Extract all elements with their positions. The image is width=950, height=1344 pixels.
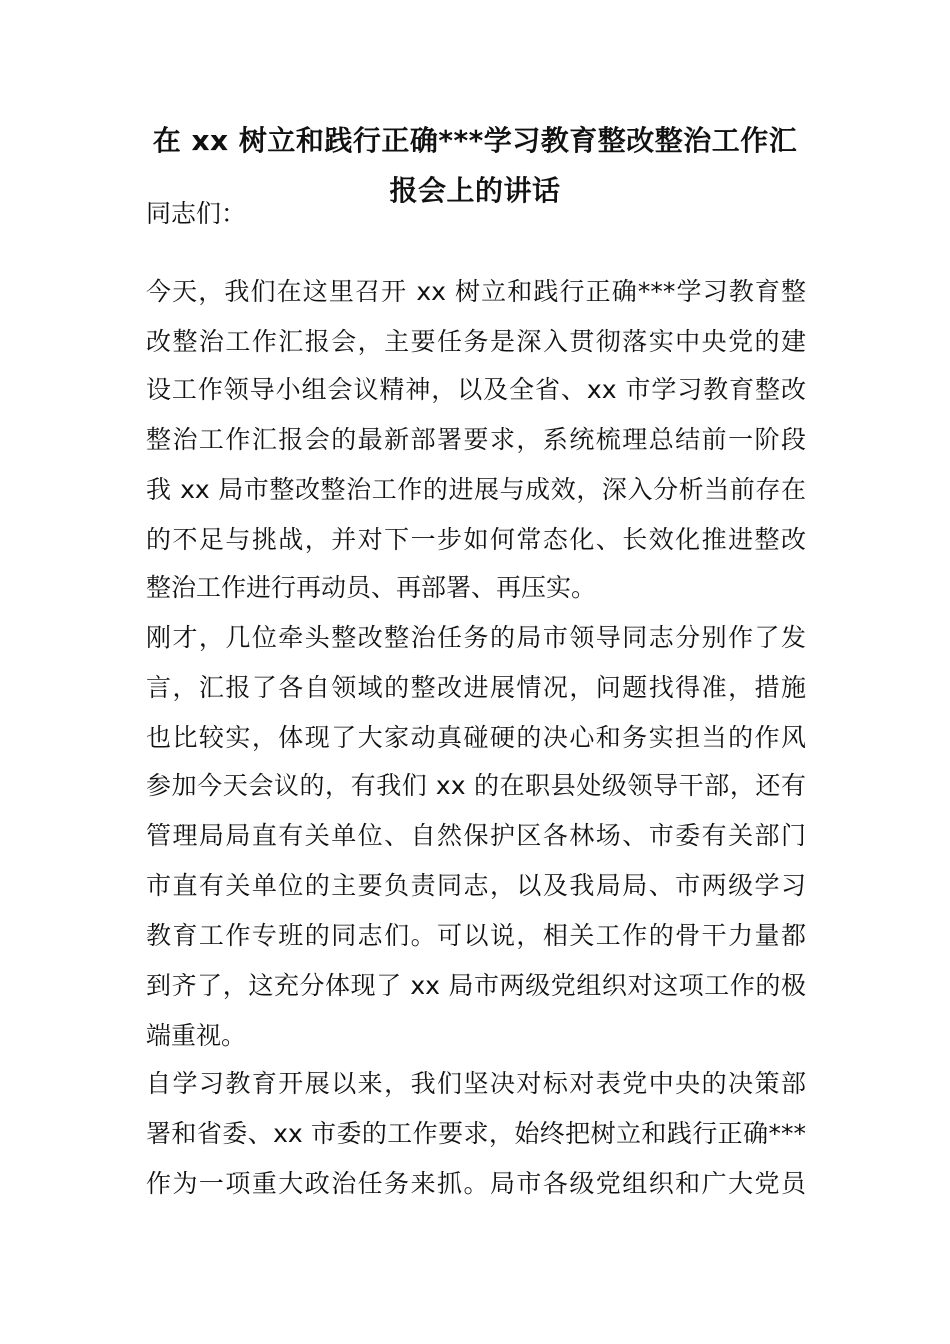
- paragraph-1-line: 今天，我们在这里召开 xx 树立和践行正确***学习教育整: [146, 277, 806, 306]
- paragraph-1-line: 的不足与挑战，并对下一步如何常态化、长效化推进整改: [146, 525, 806, 554]
- paragraph-1-line: 整治工作进行再动员、再部署、再压实。: [146, 573, 597, 602]
- salutation: 同志们：: [146, 199, 247, 228]
- paragraph-2-line: 管理局局直有关单位、自然保护区各林场、市委有关部门: [146, 821, 806, 850]
- paragraph-2-line: 刚才，几位牵头整改整治任务的局市领导同志分别作了发: [146, 623, 806, 652]
- paragraph-2-line: 端重视。: [146, 1021, 247, 1050]
- paragraph-1-line: 设工作领导小组会议精神，以及全省、xx 市学习教育整改: [146, 375, 806, 404]
- paragraph-2-line: 参加今天会议的，有我们 xx 的在职县处级领导干部，还有: [146, 771, 806, 800]
- paragraph-3-line: 署和省委、xx 市委的工作要求，始终把树立和践行正确***: [146, 1119, 806, 1148]
- paragraph-2-line: 言，汇报了各自领域的整改进展情况，问题找得准，措施: [146, 673, 806, 702]
- paragraph-3-line: 自学习教育开展以来，我们坚决对标对表党中央的决策部: [146, 1069, 806, 1098]
- paragraph-2-line: 到齐了，这充分体现了 xx 局市两级党组织对这项工作的极: [146, 971, 806, 1000]
- paragraph-1-line: 整治工作汇报会的最新部署要求，系统梳理总结前一阶段: [146, 425, 806, 454]
- paragraph-2-line: 也比较实，体现了大家动真碰硬的决心和务实担当的作风: [146, 723, 806, 752]
- document-title-line-1: 在 xx 树立和践行正确***学习教育整改整治工作汇: [152, 124, 798, 157]
- paragraph-2-line: 市直有关单位的主要负责同志，以及我局局、市两级学习: [146, 871, 806, 900]
- paragraph-1-line: 改整治工作汇报会，主要任务是深入贯彻落实中央党的建: [146, 327, 806, 356]
- paragraph-1-line: 我 xx 局市整改整治工作的进展与成效，深入分析当前存在: [146, 475, 806, 504]
- document-title-line-2: 报会上的讲话: [389, 174, 561, 207]
- paragraph-2-line: 教育工作专班的同志们。可以说，相关工作的骨干力量都: [146, 921, 806, 950]
- paragraph-3-line: 作为一项重大政治任务来抓。局市各级党组织和广大党员: [146, 1169, 806, 1198]
